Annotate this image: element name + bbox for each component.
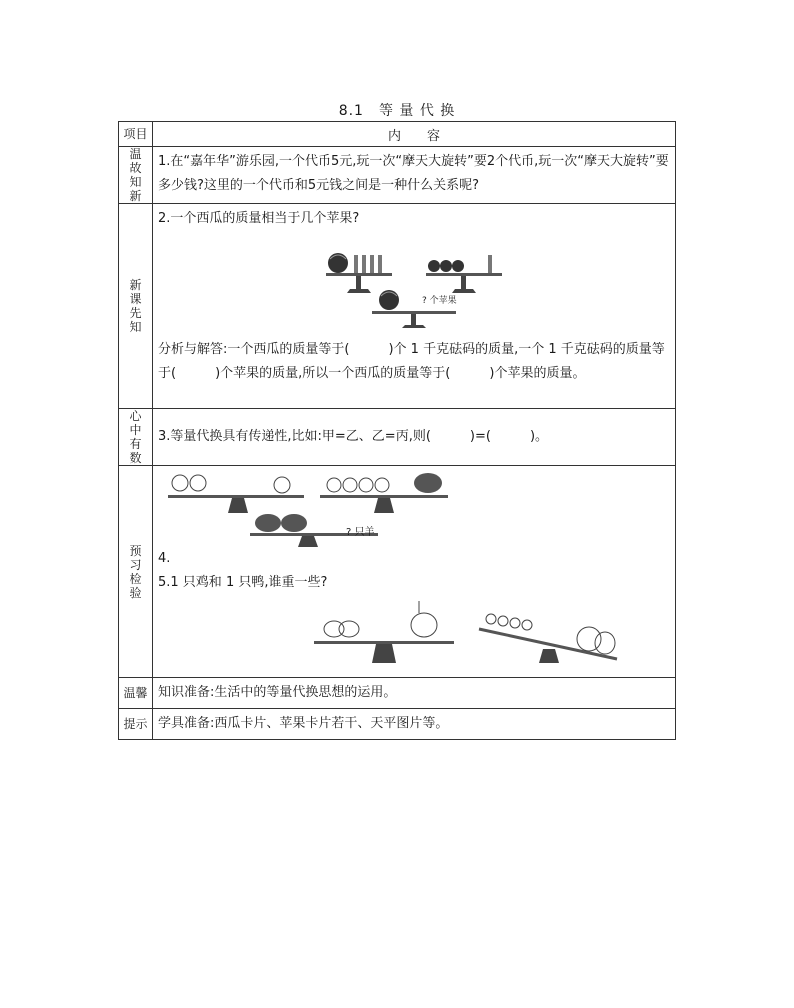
scale-two	[426, 255, 502, 293]
preview-content	[153, 204, 676, 409]
review-text: 1.在“嘉年华”游乐园,一个代币5元,玩一次“摩天大旋转”要2个代币,玩一次“摩天大旋转”要多少钱?这里的一个代币和5元钱之间是一种什么关系呢?	[158, 154, 669, 193]
page-title: 8.1 等 量 代 换	[338, 103, 456, 119]
scale-tilted	[479, 614, 617, 663]
row-footer-1	[119, 678, 676, 709]
balance-illustration	[314, 231, 514, 329]
sheep-count-label: ? 只羊	[346, 527, 375, 538]
sheep-cow-figure	[158, 469, 670, 547]
answer-blank[interactable]	[431, 425, 470, 449]
apple-count-label: ? 个苹果	[422, 296, 457, 306]
table-header-row	[119, 122, 676, 147]
row-check	[119, 466, 676, 678]
footer-label-2: 提示	[119, 709, 153, 740]
row-heart	[119, 409, 676, 466]
header-item: 项目	[119, 122, 153, 147]
footer-knowledge: 知识准备:生活中的等量代换思想的运用。	[153, 678, 676, 709]
footer-tools: 学具准备:西瓜卡片、苹果卡片若干、天平图片等。	[153, 709, 676, 740]
scale-chickens-duck	[314, 601, 454, 663]
lesson-table	[118, 121, 676, 740]
answer-blank[interactable]	[176, 362, 215, 386]
duck-chicken-figure	[158, 595, 670, 674]
check-content	[153, 466, 676, 678]
answer-blank[interactable]	[491, 425, 530, 449]
preview-analysis: 分析与解答:一个西瓜的质量等于( )个 1 千克砝码的质量,一个 1 千克砝码的质量等于( )个苹果的质量,所以一个西瓜的质量等于( )个苹果的质量。	[158, 338, 670, 386]
preview-question: 2.一个西瓜的质量相当于几个苹果?	[158, 211, 360, 226]
question-five: 5.1 只鸡和 1 只鸭,谁重一些?	[158, 575, 328, 590]
row-footer-2	[119, 709, 676, 740]
row-label-check: 预习检验	[119, 466, 153, 678]
scale-sheep-pig	[168, 475, 304, 513]
row-label-review: 温故知新	[119, 147, 153, 204]
row-label-heart: 心中有数	[119, 409, 153, 466]
question-four: 4.	[158, 551, 171, 566]
scale-pigs-cow	[320, 473, 448, 513]
header-content: 内 容	[153, 122, 676, 147]
review-question	[153, 147, 676, 204]
footer-label-1: 温馨	[119, 678, 153, 709]
answer-blank[interactable]	[349, 338, 388, 362]
row-preview	[119, 204, 676, 409]
scale-one	[326, 253, 392, 293]
animal-balance-illustration	[158, 469, 458, 547]
heart-content: 3.等量代换具有传递性,比如:甲=乙、乙=丙,则( )=( )。	[153, 409, 676, 466]
answer-blank[interactable]	[450, 362, 489, 386]
row-review	[119, 147, 676, 204]
poultry-balance-illustration	[209, 595, 619, 665]
scale-figure-watermelon	[158, 231, 670, 338]
row-label-preview: 新课先知	[119, 204, 153, 409]
